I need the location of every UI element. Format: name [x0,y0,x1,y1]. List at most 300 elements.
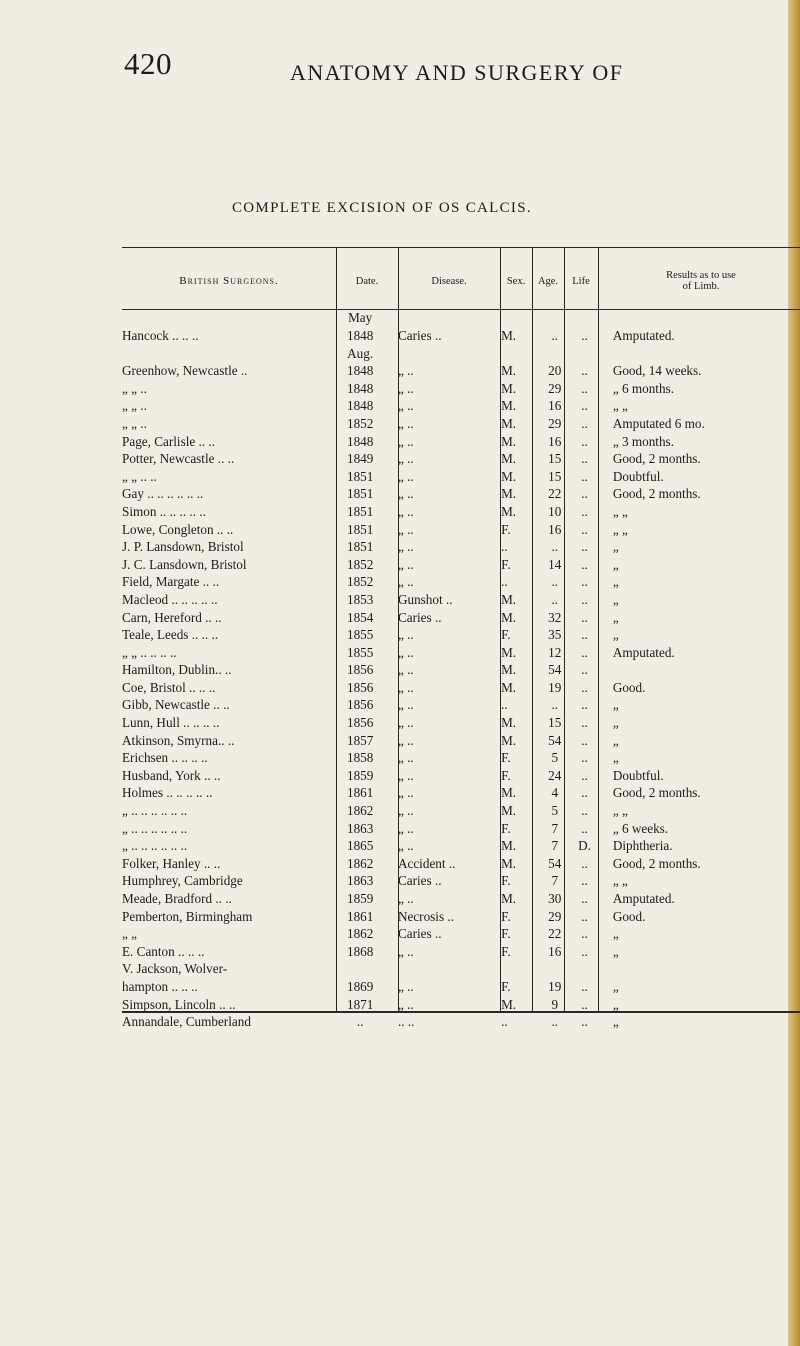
age-cell: 24 [548,767,562,783]
disease-cell: „ .. [397,556,414,572]
disease-cell: „ .. [397,486,414,502]
result-cell: „ [612,978,619,994]
table-row [122,450,800,468]
sex-cell: M. [501,503,517,519]
life-cell: .. [581,891,588,906]
disease-cell [390,345,495,363]
table-row [122,433,800,451]
age-cell: 54 [548,662,562,678]
life-cell: .. [581,996,588,1012]
result-cell: Good. [612,679,646,695]
table-row [122,380,800,398]
disease-cell: „ .. [397,398,414,414]
life-cell: D. [578,838,591,854]
age-cell: 7 [551,873,559,889]
date-cell: 1852 [346,556,374,572]
sex-cell [495,345,541,363]
life-cell: .. [581,398,588,414]
disease-cell: Caries .. [397,873,442,889]
age-cell: .. [551,1014,559,1030]
result-cell: „ [612,926,619,942]
surgeon-cell: Pemberton, Birmingham [122,908,253,924]
result-cell: Good, 2 months. [612,451,701,467]
surgeon-cell: Potter, Newcastle .. .. [122,451,235,467]
date-cell: 1861 [346,785,374,801]
sex-cell: F. [501,978,511,994]
age-cell: 10 [548,503,562,519]
header-surgeons: British Surgeons. [179,275,279,287]
sex-cell: M. [501,591,517,607]
disease-cell: „ .. [397,433,414,449]
sex-cell: F. [501,556,511,572]
life-cell: .. [581,908,588,924]
header-sex: Sex. [506,276,526,287]
age-cell: 12 [548,644,562,660]
surgeon-cell: Erichsen .. .. .. .. [122,750,208,766]
sex-cell: M. [501,891,517,906]
age-cell: 22 [548,926,562,942]
life-cell [568,345,601,363]
sex-cell: M. [501,644,517,660]
age-cell [541,345,568,363]
life-cell: .. [581,732,588,748]
date-cell: 1871 [346,996,374,1012]
surgeon-cell: „ .. .. .. .. .. .. [122,838,188,854]
result-cell: „ [612,732,619,748]
age-cell: 5 [551,803,559,819]
disease-cell: „ .. [397,521,414,537]
result-cell: „ „ [612,398,628,414]
sex-cell: M. [501,732,517,748]
life-cell: .. [581,697,588,713]
age-cell: 22 [548,486,562,502]
sex-cell: M. [501,855,517,871]
age-cell: 29 [548,415,562,431]
table-row [122,644,800,662]
table-row [122,960,800,978]
life-cell: .. [581,715,588,731]
life-cell: .. [581,926,588,942]
disease-cell: .. .. [397,1014,415,1030]
surgeon-cell: „ „ .. .. [122,468,157,484]
age-cell: 5 [551,750,559,766]
date-cell: 1856 [346,697,374,713]
result-cell: Diphtheria. [612,838,673,854]
surgeon-cell: Holmes .. .. .. .. .. [122,785,213,801]
age-cell: 16 [548,398,562,414]
disease-cell: „ .. [397,503,414,519]
date-cell: .. [356,1014,364,1030]
header-results-line2: of Limb. [682,281,720,292]
sex-cell: F. [501,767,511,783]
sex-cell: M. [501,468,517,484]
life-cell: .. [581,556,588,572]
table-row [122,679,800,697]
sex-cell: M. [501,363,517,379]
table-row [122,978,800,996]
table-row [122,714,800,732]
result-cell: „ [612,539,619,555]
result-cell: „ [612,697,619,713]
sex-cell: M. [501,715,517,731]
date-cell: 1851 [346,486,374,502]
table-row [122,837,800,855]
surgeon-cell: V. Jackson, Wolver- [122,961,228,977]
sex-cell: M. [501,662,517,678]
sex-cell: M. [501,328,517,343]
date-cell: 1848 [346,433,374,449]
surgeon-cell: Meade, Bradford .. .. [122,891,232,906]
life-cell: .. [581,873,588,889]
sex-cell: .. [501,1014,508,1030]
excision-table-body [122,299,800,1031]
table-row [122,749,800,767]
result-cell: „ „ [612,503,628,519]
result-cell: Amputated. [612,644,675,660]
result-cell: Doubtful. [612,468,664,484]
table-row [122,855,800,873]
disease-cell: Caries .. [397,926,442,942]
excision-table [122,299,800,1031]
surgeon-cell: Carn, Hereford .. .. [122,609,222,625]
table-row [122,943,800,961]
header-disease: Disease. [431,276,467,287]
disease-cell: „ .. [397,978,414,994]
table-row [122,415,800,433]
surgeon-cell: Lowe, Congleton .. .. [122,521,234,537]
table-row [122,503,800,521]
result-cell: „ [612,996,619,1012]
surgeon-cell: Folker, Hanley .. .. [122,855,221,871]
life-cell: .. [581,591,588,607]
sex-cell: M. [501,996,517,1012]
surgeon-cell: Macleod .. .. .. .. .. [122,591,218,607]
surgeon-cell: Page, Carlisle .. .. [122,433,216,449]
age-cell: .. [551,328,559,343]
table-row [122,556,800,574]
result-cell: „ „ [612,521,628,537]
date-cell: 1851 [346,521,374,537]
date-cell: 1857 [346,732,374,748]
sex-cell: M. [501,609,517,625]
result-cell: Good, 2 months. [612,855,701,871]
date-cell: 1855 [346,627,374,643]
table-row [122,696,800,714]
disease-cell: „ .. [397,715,414,731]
date-cell: 1856 [346,679,374,695]
age-cell: 29 [548,908,562,924]
age-cell: .. [551,539,559,555]
sex-cell [495,299,541,327]
disease-cell: „ .. [397,697,414,713]
age-cell: 19 [548,978,562,994]
table-row [122,732,800,750]
result-cell: „ [612,556,619,572]
running-head: ANATOMY AND SURGERY OF [290,60,624,85]
header-age: Age. [537,276,559,287]
result-cell: „ 6 weeks. [612,820,669,836]
result-cell [601,960,800,978]
date-cell: 1848 [346,328,374,343]
table-row [122,784,800,802]
result-cell: „ [612,715,619,731]
table-row [122,925,800,943]
surgeon-cell: E. Canton .. .. .. [122,943,205,959]
surgeon-cell: hampton .. .. .. [122,978,198,994]
result-cell: „ [612,750,619,766]
sex-cell: M. [501,803,517,819]
life-cell: .. [581,978,588,994]
date-cell: 1848 [346,398,374,414]
age-cell: 32 [548,609,562,625]
sex-cell: M. [501,679,517,695]
life-cell: .. [581,503,588,519]
date-cell: 1862 [346,803,374,819]
life-cell: .. [581,855,588,871]
date-cell: 1862 [346,926,374,942]
date-cell: 1863 [346,873,374,889]
sex-cell: M. [501,415,517,431]
table-row [122,299,800,327]
life-cell: .. [581,486,588,502]
surgeon-cell: „ „ .. [122,398,147,414]
surgeon-cell: „ .. .. .. .. .. .. [122,820,188,836]
result-cell: „ [612,1014,619,1030]
surgeon-cell: Atkinson, Smyrna.. .. [122,732,235,748]
date-cell: 1862 [346,855,374,871]
disease-cell: „ .. [397,451,414,467]
age-cell: 54 [548,732,562,748]
result-cell: „ [612,943,619,959]
age-cell: 54 [548,855,562,871]
result-cell: „ 3 months. [612,433,674,449]
age-cell: 16 [548,433,562,449]
table-row [122,468,800,486]
life-cell: .. [581,820,588,836]
table-row [122,908,800,926]
table-row [122,820,800,838]
result-cell [601,661,800,679]
life-cell: .. [581,521,588,537]
date-cell [330,960,390,978]
disease-cell: „ .. [397,750,414,766]
surgeon-cell [122,345,330,363]
disease-cell: „ .. [397,539,414,555]
table-row [122,521,800,539]
disease-cell: „ .. [397,380,414,396]
page-number: 420 [124,46,172,81]
disease-cell [390,299,495,327]
result-cell: „ [612,609,619,625]
table-row [122,661,800,679]
date-cell: 1863 [346,820,374,836]
table-top-rule [122,247,800,248]
age-cell: 7 [551,838,559,854]
sex-cell: .. [501,697,508,713]
life-cell: .. [581,803,588,819]
disease-cell: „ .. [397,574,414,590]
age-cell: 20 [548,363,562,379]
age-cell: 16 [548,943,562,959]
age-cell: 29 [548,380,562,396]
surgeon-cell: Simon .. .. .. .. .. [122,503,206,519]
disease-cell: Gunshot .. [397,591,453,607]
sex-cell: M. [501,433,517,449]
life-cell: .. [581,451,588,467]
result-cell: „ [612,591,619,607]
disease-cell: „ .. [397,891,414,906]
age-cell: 15 [548,451,562,467]
surgeon-cell: Gibb, Newcastle .. .. [122,697,230,713]
life-cell: .. [581,679,588,695]
disease-cell: „ .. [397,785,414,801]
age-cell: 9 [551,996,559,1012]
surgeon-cell: Hamilton, Dublin.. .. [122,662,232,678]
sex-cell [495,960,541,978]
age-cell [541,960,568,978]
age-cell: 15 [548,468,562,484]
surgeon-cell: Teale, Leeds .. .. .. [122,627,219,643]
table-row [122,767,800,785]
life-cell: .. [581,539,588,555]
result-cell: „ [612,574,619,590]
result-cell [601,299,800,327]
disease-cell: „ .. [397,996,414,1012]
surgeon-cell: Husband, York .. .. [122,767,221,783]
disease-cell: Caries .. [397,328,442,343]
surgeon-cell: Field, Margate .. .. [122,574,220,590]
life-cell [568,299,601,327]
result-cell: Amputated 6 mo. [612,415,705,431]
surgeon-cell: Gay .. .. .. .. .. .. [122,486,204,502]
header-life: Life [572,276,590,287]
date-cell: 1852 [346,415,374,431]
surgeon-cell: Lunn, Hull .. .. .. .. [122,715,220,731]
table-row [122,802,800,820]
disease-cell: Caries .. [397,609,442,625]
surgeon-cell: „ „ .. [122,415,147,431]
surgeon-cell [122,299,330,327]
table-title: COMPLETE EXCISION OF OS CALCIS. [232,200,532,216]
sex-cell: M. [501,451,517,467]
surgeon-cell: Hancock .. .. .. [122,328,199,343]
result-cell: Doubtful. [612,767,664,783]
surgeon-cell: Annandale, Cumberland [122,1014,251,1030]
life-cell: .. [581,380,588,396]
sex-cell: F. [501,908,511,924]
sex-cell: F. [501,820,511,836]
table-row [122,397,800,415]
result-cell: Good, 2 months. [612,785,701,801]
date-cell: 1852 [346,574,374,590]
disease-cell: „ .. [397,767,414,783]
table-row [122,996,800,1014]
date-cell: May [348,310,373,326]
disease-cell: „ .. [397,732,414,748]
age-cell: .. [551,591,559,607]
result-cell: „ „ [612,873,628,889]
sex-cell: F. [501,873,511,889]
disease-cell: „ .. [397,679,414,695]
date-cell: 1848 [346,363,374,379]
sex-cell: F. [501,943,511,959]
table-row [122,872,800,890]
header-results-line1: Results as to use [666,270,736,281]
result-cell: Good, 14 weeks. [612,363,702,379]
date-cell: 1855 [346,644,374,660]
life-cell: .. [581,328,588,343]
date-cell: 1865 [346,838,374,854]
age-cell: 19 [548,679,562,695]
sex-cell: F. [501,521,511,537]
surgeon-cell: Greenhow, Newcastle .. [122,363,248,379]
table-row [122,1013,800,1031]
date-cell: 1851 [346,503,374,519]
age-cell: 15 [548,715,562,731]
age-cell: 35 [548,627,562,643]
table-row [122,890,800,908]
date-cell: 1856 [346,662,374,678]
result-cell: „ „ [612,803,628,819]
date-cell: Aug. [347,345,374,361]
table-row [122,573,800,591]
surgeon-cell: „ „ [122,926,138,942]
surgeon-cell: „ .. .. .. .. .. .. [122,803,188,819]
sex-cell: M. [501,785,517,801]
life-cell: .. [581,943,588,959]
age-cell: 30 [548,891,562,906]
disease-cell: Accident .. [397,855,456,871]
disease-cell: „ .. [397,627,414,643]
sex-cell: M. [501,486,517,502]
surgeon-cell: „ „ .. .. .. .. [122,644,177,660]
table-row [122,327,800,345]
date-cell: 1856 [346,715,374,731]
life-cell: .. [581,609,588,625]
life-cell: .. [581,433,588,449]
age-cell [541,299,568,327]
table-row [122,485,800,503]
date-cell: 1859 [346,767,374,783]
age-cell: 14 [548,556,562,572]
result-cell: Good. [612,908,646,924]
sex-cell: .. [501,574,508,590]
result-cell: Amputated. [612,891,675,906]
surgeon-cell: Coe, Bristol .. .. .. [122,679,216,695]
surgeon-cell: „ „ .. [122,380,147,396]
life-cell [568,960,601,978]
sex-cell: F. [501,627,511,643]
table-row [122,609,800,627]
disease-cell: „ .. [397,662,414,678]
sex-cell: M. [501,838,517,854]
date-cell: 1848 [346,380,374,396]
life-cell: .. [581,415,588,431]
result-cell: „ 6 months. [612,380,674,396]
life-cell: .. [581,644,588,660]
life-cell: .. [581,662,588,678]
life-cell: .. [581,574,588,590]
disease-cell: „ .. [397,415,414,431]
date-cell: 1851 [346,539,374,555]
date-cell: 1849 [346,451,374,467]
disease-cell: „ .. [397,803,414,819]
result-cell: „ [612,627,619,643]
date-cell: 1861 [346,908,374,924]
life-cell: .. [581,627,588,643]
date-cell: 1868 [346,943,374,959]
disease-cell: „ .. [397,644,414,660]
